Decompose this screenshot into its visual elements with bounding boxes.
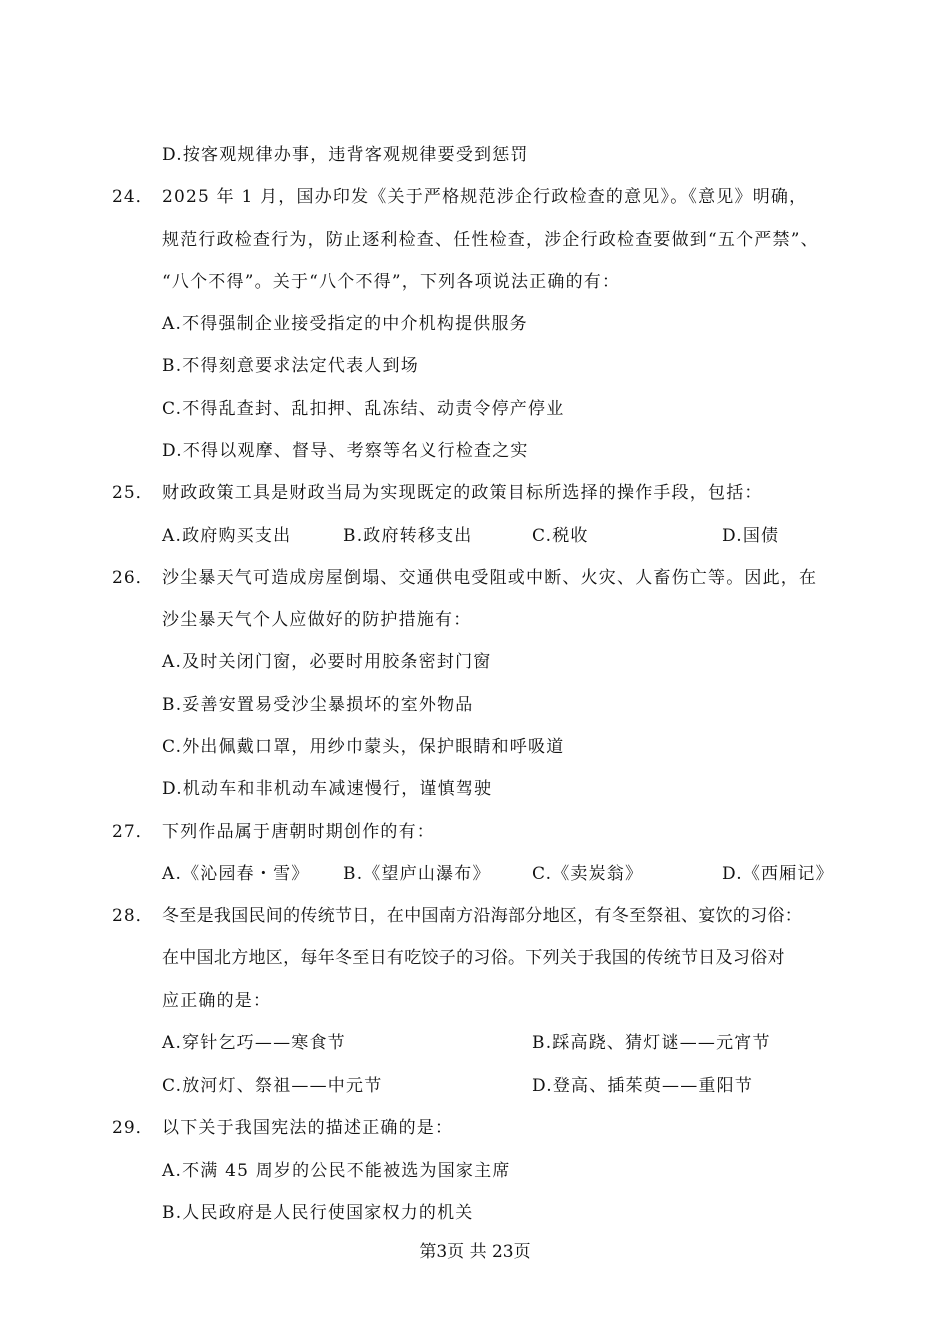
question-stem-line: “八个不得”。关于“八个不得”，下列各项说法正确的有： xyxy=(162,272,621,292)
option-b: B.人民政府是人民行使国家权力的机关 xyxy=(162,1203,474,1223)
question-stem-line: 财政政策工具是财政当局为实现既定的政策目标所选择的操作手段，包括： xyxy=(162,483,763,503)
option-c: C.不得乱查封、乱扣押、乱冻结、动责令停产停业 xyxy=(162,399,565,419)
option-b: B.踩高跷、猜灯谜——元宵节 xyxy=(532,1033,771,1053)
question-stem-line: 沙尘暴天气可造成房屋倒塌、交通供电受阻或中断、火灾、人畜伤亡等。因此，在 xyxy=(162,568,818,588)
option-b: B.政府转移支出 xyxy=(343,526,473,546)
option-d: D.登高、插茱萸——重阳节 xyxy=(532,1076,754,1096)
option-b: B.不得刻意要求法定代表人到场 xyxy=(162,356,419,376)
page-number-footer: 第3页 共 23页 xyxy=(419,1242,531,1262)
option-a: A.《沁园春・雪》 xyxy=(162,864,310,884)
option-a: A.及时关闭门窗，必要时用胶条密封门窗 xyxy=(162,652,492,672)
question-number: 26． xyxy=(112,568,154,588)
option-a: A.政府购买支出 xyxy=(162,526,292,546)
option-c: C.税收 xyxy=(532,526,589,546)
option-c: C.《卖炭翁》 xyxy=(532,864,644,884)
question-stem-line: 下列作品属于唐朝时期创作的有： xyxy=(162,822,435,842)
question-stem-line: 规范行政检查行为，防止逐利检查、任性检查，涉企行政检查要做到“五个严禁”、 xyxy=(162,230,819,250)
question-stem-line: 2025 年 1 月，国办印发《关于严格规范涉企行政检查的意见》。《意见》明确， xyxy=(162,187,808,207)
question-number: 24． xyxy=(112,187,154,207)
question-number: 27． xyxy=(112,822,154,842)
question-number: 28． xyxy=(112,906,154,926)
question-stem-line: 以下关于我国宪法的描述正确的是： xyxy=(162,1118,454,1138)
option-a: A.穿针乞巧——寒食节 xyxy=(162,1033,346,1053)
question-stem-line: 沙尘暴天气个人应做好的防护措施有： xyxy=(162,610,472,630)
option-b: B.《望庐山瀑布》 xyxy=(343,864,491,884)
question-stem-line: 应正确的是： xyxy=(162,991,272,1011)
option-d-continuation: D.按客观规律办事，违背客观规律要受到惩罚 xyxy=(162,145,529,165)
question-number: 25． xyxy=(112,483,154,503)
option-c: C.放河灯、祭祖——中元节 xyxy=(162,1076,383,1096)
question-stem-line: 冬至是我国民间的传统节日，在中国南方沿海部分地区，有冬至祭祖、宴饮的习俗： xyxy=(162,906,803,926)
option-c: C.外出佩戴口罩，用纱巾蒙头，保护眼睛和呼吸道 xyxy=(162,737,565,757)
option-a: A.不得强制企业接受指定的中介机构提供服务 xyxy=(162,314,528,334)
option-a: A.不满 45 周岁的公民不能被选为国家主席 xyxy=(162,1161,511,1181)
option-b: B.妥善安置易受沙尘暴损坏的室外物品 xyxy=(162,695,474,715)
option-d: D.机动车和非机动车减速慢行，谨慎驾驶 xyxy=(162,779,493,799)
question-number: 29． xyxy=(112,1118,154,1138)
question-stem-line: 在中国北方地区，每年冬至日有吃饺子的习俗。下列关于我国的传统节日及习俗对 xyxy=(162,948,785,968)
option-d: D.国债 xyxy=(722,526,780,546)
option-d: D.《西厢记》 xyxy=(722,864,834,884)
option-d: D.不得以观摩、督导、考察等名义行检查之实 xyxy=(162,441,529,461)
